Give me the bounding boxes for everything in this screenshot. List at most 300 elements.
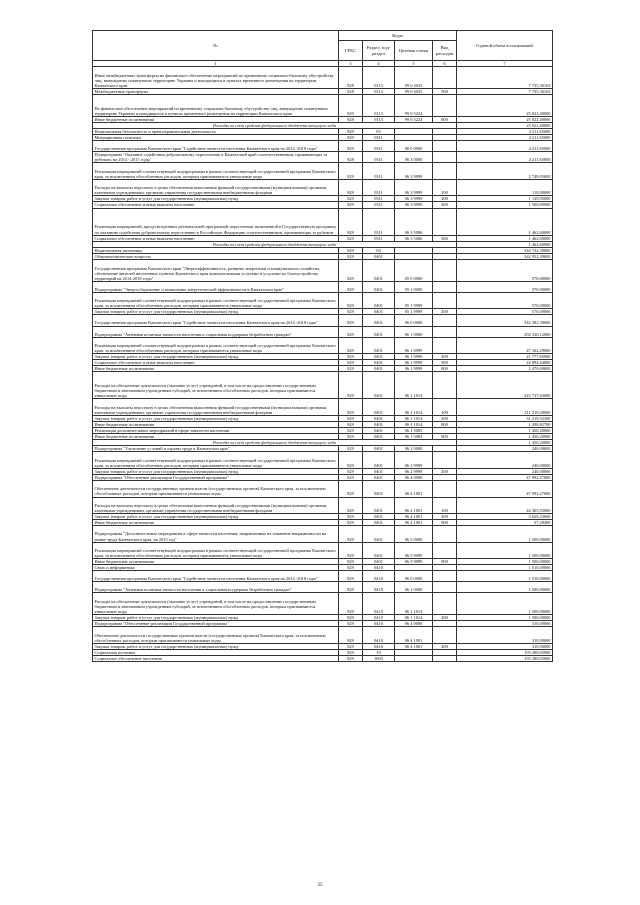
row-expense-type: 200 (433, 354, 457, 360)
row-amount: 4 211,65000 (457, 135, 553, 141)
row-target-article: 06 1 5083 (395, 434, 433, 440)
row-amount: 1 139,05000 (457, 196, 553, 202)
row-description: Подпрограмма "Активная политика занятости населения и социальная поддержка безработных граждан" (93, 582, 339, 593)
row-description: Миграционная политика (93, 135, 339, 141)
row-target-article: 06 1 1014 (395, 399, 433, 415)
row-grbs: 829 (339, 235, 363, 241)
row-razdel: 0410 (363, 571, 395, 582)
row-razdel: 0410 (363, 582, 395, 593)
row-expense-type: 800 (433, 434, 457, 440)
row-expense-type: 500 (433, 88, 457, 94)
source-note: Расходы за счет средств федерального бюджета текущего года (93, 122, 457, 128)
row-target-article: 06 4 1001 (395, 627, 433, 643)
row-target-article: 06 4 1001 (395, 481, 433, 497)
table-row (93, 372, 553, 399)
row-amount: 31 219,52300 (457, 415, 553, 421)
row-amount: 4 211,65000 (457, 128, 553, 134)
row-grbs: 829 (339, 452, 363, 468)
row-description: Расходы на обеспечение деятельности (оказание услуг) учреждений, в том числе на предоставление государственным бюджетным и автономным учреждениям субсидий, за исключением обособленных расходов, которым присваиваются уникальные коды (93, 593, 339, 615)
row-razdel: 0401 (363, 542, 395, 558)
row-grbs: 829 (339, 94, 363, 116)
row-razdel: 0311 (363, 135, 395, 141)
row-expense-type (433, 593, 457, 615)
row-target-article: 06 1 1014 (395, 422, 433, 428)
row-razdel: 1003 (363, 656, 395, 662)
source-note: Расходы за счет средств федерального бюджета текущего года (93, 440, 457, 446)
row-razdel: 0410 (363, 593, 395, 615)
row-grbs: 828 (339, 88, 363, 94)
row-grbs: 829 (339, 196, 363, 202)
table-row (93, 582, 553, 593)
table-row (93, 481, 553, 497)
row-grbs: 829 (339, 593, 363, 615)
row-target-article: 06 0 0000 (395, 571, 433, 582)
table-row (93, 542, 553, 558)
row-target-article: 06 1 5083 (395, 428, 433, 434)
row-grbs: 829 (339, 520, 363, 526)
row-amount: 47 992,27000 (457, 475, 553, 481)
row-amount: 193 280,03000 (457, 656, 553, 662)
row-razdel: 0401 (363, 372, 395, 399)
row-target-article: 06 3 9999 (395, 179, 433, 195)
row-grbs: 829 (339, 163, 363, 179)
row-razdel: 0401 (363, 315, 395, 326)
table-row (93, 292, 553, 308)
row-description: Иные бюджетные ассигнования (93, 434, 339, 440)
row-grbs: 829 (339, 315, 363, 326)
row-razdel: 0401 (363, 452, 395, 468)
row-grbs: 828 (339, 116, 363, 122)
row-description: Закупка товаров, работ и услуг для государственных (муниципальных) нужд (93, 513, 339, 519)
row-grbs: 829 (339, 179, 363, 195)
header-vr: Вид расходов (433, 41, 457, 61)
row-razdel: 0401 (363, 475, 395, 481)
row-target-article: 05 1 9999 (395, 292, 433, 308)
row-grbs: 829 (339, 446, 363, 452)
row-grbs: 829 (339, 253, 363, 259)
row-razdel: 0401 (363, 399, 395, 415)
row-grbs: 829 (339, 513, 363, 519)
row-description: Национальная экономика (93, 247, 339, 253)
table-row (93, 337, 553, 353)
row-expense-type (433, 481, 457, 497)
row-amount: 47 992,27000 (457, 481, 553, 497)
row-razdel: 0401 (363, 415, 395, 421)
row-grbs: 829 (339, 360, 363, 366)
row-target-article: 06 3 0000 (395, 152, 433, 163)
row-expense-type (433, 67, 457, 89)
row-description: Иные межбюджетные трансферты на финансовое обеспечение мероприятий по временному социально-бытовому обустройству лиц, вынужденно покинувших территорию Украины и находящихся в пунктах временного размещения на территории Камчатского края (93, 67, 339, 89)
row-description: Закупка товаров, работ и услуг для государственных (муниципальных) нужд (93, 415, 339, 421)
row-razdel: 0401 (363, 360, 395, 366)
row-expense-type (433, 337, 457, 353)
row-expense-type (433, 582, 457, 593)
row-description: Социальная политика (93, 649, 339, 655)
row-target-article: 06 1 1014 (395, 415, 433, 421)
row-description: Социальное обеспечение и иные выплаты населению (93, 202, 339, 208)
row-grbs: 829 (339, 399, 363, 415)
row-target-article: 06 4 0000 (395, 475, 433, 481)
row-target-article: 99 0 5224 (395, 94, 433, 116)
row-target-article: 06 3 9999 (395, 163, 433, 179)
row-amount: 2 749,05000 (457, 163, 553, 179)
row-razdel: 0401 (363, 281, 395, 292)
row-description: Закупка товаров, работ и услуг для государственных (муниципальных) нужд (93, 354, 339, 360)
row-expense-type: 800 (433, 116, 457, 122)
row-amount: 1 462,60000 (457, 241, 553, 247)
row-razdel: 0311 (363, 163, 395, 179)
row-description: Обеспечение деятельности государственных органов власти (государственных органов) Камчатского края, за исключением обособленных расходов, которым присваиваются уникальные коды (93, 627, 339, 643)
row-target-article: 06 4 1001 (395, 643, 433, 649)
row-razdel: 0311 (363, 202, 395, 208)
row-description: Государственная программа Камчатского края "Энергоэффективность, развитие энергетики и коммунального хозяйства, обеспечение жителей населенных пунктов Камчатского края коммунальными услугами и услугами по благоустройству территорий на 2014-2018 годы" (93, 260, 339, 282)
row-target-article: 06 0 0000 (395, 141, 433, 152)
row-expense-type: 200 (433, 415, 457, 421)
row-expense-type: 200 (433, 513, 457, 519)
row-razdel: 0401 (363, 497, 395, 513)
row-grbs: 829 (339, 468, 363, 474)
row-amount: 193 280,03000 (457, 649, 553, 655)
row-grbs: 829 (339, 260, 363, 282)
row-target-article: 06 0 0000 (395, 315, 433, 326)
row-description: Реализация мероприятий, предусмотренных региональной программой переселения, включенной в Государственную программу по оказанию содействия добровольному переселению в Российскую Федерацию соотечественников, проживающих за рубежом (93, 208, 339, 235)
row-amount: 3 629,23600 (457, 513, 553, 519)
row-razdel: 0311 (363, 196, 395, 202)
row-target-article: 06 1 9999 (395, 354, 433, 360)
row-target-article: 06 1 9999 (395, 360, 433, 366)
row-expense-type: 300 (433, 235, 457, 241)
row-expense-type (433, 526, 457, 542)
row-amount: 570,00000 (457, 292, 553, 308)
row-amount: 25 022,40000 (457, 122, 553, 128)
row-expense-type (433, 627, 457, 643)
row-grbs: 829 (339, 559, 363, 565)
row-expense-type (433, 208, 457, 235)
row-razdel: 0311 (363, 208, 395, 235)
row-target-article: 99 0 4033 (395, 67, 433, 89)
row-description: Иные бюджетные ассигнования (93, 520, 339, 526)
row-amount: 47 162,29000 (457, 337, 553, 353)
row-target-article: 06 3 5086 (395, 208, 433, 235)
row-amount: 1 500,00000 (457, 542, 553, 558)
row-description: Иные бюджетные ассигнования (93, 559, 339, 565)
row-description: Подпрограмма "Активная политика занятости населения и социальная поддержка безработных граждан" (93, 326, 339, 337)
row-amount: 110,00000 (457, 179, 553, 195)
row-target-article: 06 1 1014 (395, 615, 433, 621)
row-target-article: 06 2 0000 (395, 446, 433, 452)
row-amount: 240,00000 (457, 452, 553, 468)
row-expense-type: 200 (433, 196, 457, 202)
row-razdel: 04 (363, 247, 395, 253)
row-razdel: 0410 (363, 621, 395, 627)
row-description: Реализация мероприятий соответствующей подпрограммы в рамках соответствующей государственной программы Камчатского края, за исключением обособленных расходов, которым присваиваются уникальные коды (93, 163, 339, 179)
row-razdel: 0410 (363, 615, 395, 621)
row-target-article: 05 0 0000 (395, 260, 433, 282)
row-grbs: 829 (339, 135, 363, 141)
row-grbs: 829 (339, 615, 363, 621)
row-grbs: 829 (339, 354, 363, 360)
table-row (93, 315, 553, 326)
row-amount: 1 298,82700 (457, 422, 553, 428)
row-expense-type (433, 292, 457, 308)
row-amount: 342 382,39000 (457, 315, 553, 326)
row-target-article: 06 2 9999 (395, 452, 433, 468)
column-index: 5 (395, 61, 433, 67)
table-row (93, 281, 553, 292)
header-grbs: ГРБС (339, 41, 363, 61)
table-row (93, 326, 553, 337)
row-grbs: 829 (339, 475, 363, 481)
row-grbs: 829 (339, 415, 363, 421)
column-index: 7 (457, 61, 553, 67)
row-description: Закупка товаров, работ и услуг для государственных (муниципальных) нужд (93, 309, 339, 315)
row-target-article: 06 1 1014 (395, 593, 433, 615)
row-expense-type (433, 656, 457, 662)
row-description: Иные бюджетные ассигнования (93, 116, 339, 122)
page-number: 35 (317, 883, 323, 888)
row-description: Социальное обеспечение и иные выплаты населению (93, 235, 339, 241)
row-amount: 240,00000 (457, 468, 553, 474)
table-row (93, 399, 553, 415)
row-target-article: 06 3 9999 (395, 196, 433, 202)
row-grbs: 828 (339, 152, 363, 163)
table-row (93, 571, 553, 582)
row-description: Межбюджетные трансферты (93, 88, 339, 94)
row-expense-type (433, 315, 457, 326)
table-row (93, 67, 553, 89)
row-grbs: 829 (339, 247, 363, 253)
row-amount: 22 894,64000 (457, 360, 553, 366)
row-expense-type (433, 141, 457, 152)
row-target-article: 06 5 0000 (395, 526, 433, 542)
row-expense-type (433, 152, 457, 163)
row-target-article: 06 3 5086 (395, 235, 433, 241)
row-description: Социальное обеспечение населения (93, 656, 339, 662)
table-row (93, 593, 553, 615)
row-description: Иные бюджетные ассигнования (93, 366, 339, 372)
row-razdel: 0311 (363, 152, 395, 163)
row-target-article: 05 1 0000 (395, 281, 433, 292)
row-amount: 1 462,60000 (457, 235, 553, 241)
row-razdel: 0401 (363, 468, 395, 474)
row-expense-type: 300 (433, 360, 457, 366)
row-razdel: 0401 (363, 337, 395, 353)
row-grbs: 829 (339, 372, 363, 399)
row-razdel: 0401 (363, 292, 395, 308)
row-grbs: 829 (339, 643, 363, 649)
row-razdel: 0401 (363, 446, 395, 452)
row-expense-type (433, 571, 457, 582)
row-amount: 570,00000 (457, 260, 553, 282)
row-description: Иные бюджетные ассигнования (93, 422, 339, 428)
row-amount: 4 211,65000 (457, 152, 553, 163)
row-razdel: 0311 (363, 235, 395, 241)
row-razdel: 10 (363, 649, 395, 655)
row-description: Расходы на выплаты персоналу в целях обеспечения выполнения функций государственными (муниципальными) органами, казенными учреждениями, органами управления государственными внебюджетными фондами (93, 399, 339, 415)
row-amount: 243 737,63000 (457, 372, 553, 399)
row-razdel: 0410 (363, 627, 395, 643)
row-razdel: 0401 (363, 309, 395, 315)
row-description: Закупка товаров, работ и услуг для государственных (муниципальных) нужд (93, 468, 339, 474)
row-description: Обеспечение деятельности государственных органов власти (государственных органов) Камчатского края, за исключением обособленных расходов, которым присваиваются уникальные коды (93, 481, 339, 497)
row-grbs: 829 (339, 309, 363, 315)
row-grbs: 829 (339, 326, 363, 337)
row-expense-type (433, 281, 457, 292)
row-grbs: 829 (339, 292, 363, 308)
row-description: Национальная безопасность и правоохранительная деятельность (93, 128, 339, 134)
table-row (93, 260, 553, 282)
row-expense-type: 800 (433, 559, 457, 565)
row-target-article: 06 5 9999 (395, 542, 433, 558)
row-target-article: 06 2 9999 (395, 468, 433, 474)
table-row (93, 152, 553, 163)
row-description: Реализация дополнительных мероприятий в сфере занятости населения (93, 428, 339, 434)
row-razdel: 0113 (363, 94, 395, 116)
header-total: Годовой объем ассигнований (457, 31, 553, 61)
row-razdel: 0401 (363, 513, 395, 519)
row-razdel: 0113 (363, 116, 395, 122)
row-grbs: 829 (339, 621, 363, 627)
row-expense-type: 200 (433, 615, 457, 621)
row-amount: 240,00000 (457, 446, 553, 452)
row-amount: 25 022,40000 (457, 94, 553, 116)
row-target-article: 06 1 9999 (395, 337, 433, 353)
row-amount: 1 500,00000 (457, 202, 553, 208)
row-amount: 25 022,40000 (457, 116, 553, 122)
row-expense-type: 200 (433, 468, 457, 474)
row-description: Реализация мероприятий соответствующей подпрограммы в рамках соответствующей государственной программы Камчатского края, за исключением обособленных расходов, которым присваиваются уникальные коды (93, 337, 339, 353)
row-amount: 1 462,60000 (457, 208, 553, 235)
row-description: Закупка товаров, работ и услуг для государственных (муниципальных) нужд (93, 615, 339, 621)
row-description: Государственная программа Камчатского края "Содействие занятости населения Камчатского края на 2014 -2018 годы" (93, 315, 339, 326)
row-description: Закупка товаров, работ и услуг для государственных (муниципальных) нужд (93, 196, 339, 202)
row-grbs: 829 (339, 208, 363, 235)
row-razdel: 0401 (363, 520, 395, 526)
row-expense-type (433, 326, 457, 337)
row-description: Подпрограмма "Энергосбережение и повышение энергетической эффективности в Камчатском крае" (93, 281, 339, 292)
row-expense-type: 200 (433, 643, 457, 649)
row-grbs: 829 (339, 422, 363, 428)
row-description: Расходы на обеспечение деятельности (оказание услуг) учреждений, в том числе на предоставление государственным бюджетным и автономным учреждениям субсидий, за исключением обособленных расходов, которым присваиваются уникальные коды (93, 372, 339, 399)
row-amount: 310,00000 (457, 643, 553, 649)
row-amount: 1 500,00000 (457, 526, 553, 542)
row-razdel: 0401 (363, 326, 395, 337)
row-razdel: 0401 (363, 260, 395, 282)
row-expense-type: 100 (433, 399, 457, 415)
row-grbs: 829 (339, 202, 363, 208)
row-grbs: 829 (339, 141, 363, 152)
row-amount: 1 450,20000 (457, 434, 553, 440)
column-index: 3 (339, 61, 363, 67)
row-amount: 342 952,39000 (457, 253, 553, 259)
row-target-article: 06 4 0000 (395, 621, 433, 627)
row-description: Государственная программа Камчатского края "Содействие занятости населения Камчатского края на 2014 -2018 годы" (93, 141, 339, 152)
row-description: Подпрограмма "Улучшение условий и охраны труда в Камчатском крае" (93, 446, 339, 452)
row-razdel: 0311 (363, 179, 395, 195)
row-amount: 1 500,00000 (457, 615, 553, 621)
row-grbs: 829 (339, 337, 363, 353)
row-description: Социальное обеспечение и иные выплаты населению (93, 360, 339, 366)
row-description: Общеэкономические вопросы (93, 253, 339, 259)
row-amount: 1 510,00000 (457, 565, 553, 571)
row-grbs: 829 (339, 481, 363, 497)
row-expense-type: 200 (433, 309, 457, 315)
row-amount: 570,00000 (457, 281, 553, 292)
row-expense-type (433, 372, 457, 399)
table-row (93, 656, 553, 662)
row-grbs: 829 (339, 565, 363, 571)
row-target-article (395, 656, 433, 662)
row-razdel: 0401 (363, 354, 395, 360)
budget-table-sheet (92, 30, 552, 662)
header-razdel: Раздел, под-раздел (363, 41, 395, 61)
row-target-article: 06 1 1014 (395, 372, 433, 399)
budget-table (92, 30, 553, 662)
row-description: Реализация мероприятий соответствующей подпрограммы в рамках соответствующей государственной программы Камчатского края, за исключением обособленных расходов, которым присваиваются уникальные коды (93, 452, 339, 468)
row-expense-type (433, 163, 457, 179)
row-grbs: 829 (339, 366, 363, 372)
row-grbs: 829 (339, 627, 363, 643)
row-target-article: 06 1 0000 (395, 326, 433, 337)
row-grbs: 828 (339, 67, 363, 89)
row-grbs: 829 (339, 526, 363, 542)
column-index: 4 (363, 61, 395, 67)
source-note: Расходы за счет средств федерального бюджета текущего года (93, 241, 457, 247)
row-description: На финансовое обеспечение мероприятий по временному социально-бытовому обустройству лиц, вынужденно покинувших территорию Украины и находящихся в пунктах временного размещения на территории Камчатского края (93, 94, 339, 116)
header-codes: Коды (339, 31, 457, 41)
table-row (93, 141, 553, 152)
row-description: Реализация мероприятий соответствующей подпрограммы в рамках соответствующей государственной программы Камчатского края, за исключением обособленных расходов, которым присваиваются уникальные коды (93, 542, 339, 558)
row-target-article: 05 1 9999 (395, 309, 433, 315)
row-amount: 44 305,55000 (457, 497, 553, 513)
row-expense-type (433, 452, 457, 468)
row-target-article: 06 3 9999 (395, 202, 433, 208)
table-row (93, 94, 553, 116)
row-expense-type: 300 (433, 202, 457, 208)
row-amount: 570,00000 (457, 309, 553, 315)
row-grbs: 829 (339, 656, 363, 662)
row-target-article: 06 4 1001 (395, 513, 433, 519)
header-csr: Целевая статья (395, 41, 433, 61)
row-description: Подпрограмма "Обеспечение реализации Государственной программы" (93, 475, 339, 481)
table-row (93, 497, 553, 513)
row-razdel: 03 (363, 128, 395, 134)
row-description: Реализация мероприятий соответствующей подпрограммы в рамках соответствующей государственной программы Камчатского края, за исключением обособленных расходов, которым присваиваются уникальные коды (93, 292, 339, 308)
row-grbs: 829 (339, 649, 363, 655)
table-row (93, 179, 553, 195)
row-expense-type: 800 (433, 422, 457, 428)
row-expense-type: 100 (433, 179, 457, 195)
row-grbs: 829 (339, 571, 363, 582)
row-description: Государственная программа Камчатского края "Содействие занятости населения Камчатского края на 2014 -2018 годы" (93, 571, 339, 582)
row-amount: 57,28400 (457, 520, 553, 526)
row-description: Подпрограмма "Оказание содействия добровольному переселению в Камчатский край соотечественников, проживающих за рубежом, на 2014 - 2017 годы" (93, 152, 339, 163)
row-expense-type (433, 542, 457, 558)
row-razdel: 0401 (363, 481, 395, 497)
row-amount: 1 500,00000 (457, 582, 553, 593)
row-description: Связь и информатика (93, 565, 339, 571)
row-razdel: 0401 (363, 434, 395, 440)
row-amount: 21 777,65000 (457, 354, 553, 360)
table-row (93, 526, 553, 542)
row-description: Расходы на выплаты персоналу в целях обеспечения выполнения функций государственными (муниципальными) органами, казенными учреждениями, органами управления государственными внебюджетными фондами (93, 179, 339, 195)
row-amount: 1 450,20000 (457, 440, 553, 446)
row-description: Подпрограмма "Обеспечение реализации Государственной программы" (93, 621, 339, 627)
row-expense-type (433, 94, 457, 116)
row-razdel: 0410 (363, 565, 395, 571)
column-index: 6 (433, 61, 457, 67)
row-razdel: 0401 (363, 422, 395, 428)
